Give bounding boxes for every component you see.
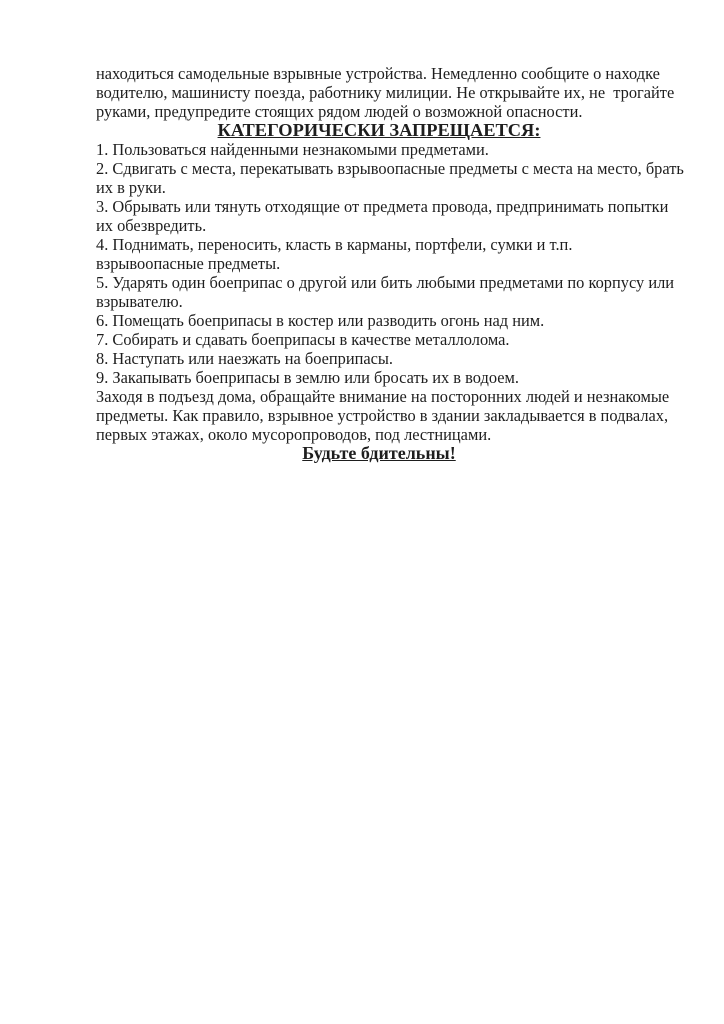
section-heading-row — [96, 121, 662, 140]
list-item-9 — [96, 368, 662, 387]
footer-warning-row — [96, 444, 662, 463]
list-item-line: их обезвредить. — [96, 216, 207, 235]
closing-line: Заходя в подъезд дома, обращайте внимание на посторонних людей и незнакомые — [96, 387, 670, 406]
footer-warning: Будьте бдительны! — [302, 443, 456, 463]
intro-line: руками, предупредите стоящих рядом людей о возможной опасности. — [96, 102, 583, 121]
list-item-line: 5. Ударять один боеприпас о другой или бить любыми предметами по корпусу или — [96, 273, 675, 292]
intro-line: находиться самодельные взрывные устройства. Немедленно сообщите о находке — [96, 64, 660, 83]
section-heading: КАТЕГОРИЧЕСКИ ЗАПРЕЩАЕТСЯ: — [217, 120, 541, 140]
list-item-line: 2. Сдвигать с места, перекатывать взрывоопасные предметы с места на место, брать — [96, 159, 684, 178]
list-item-line: 9. Закапывать боеприпасы в землю или бросать их в водоем. — [96, 368, 519, 387]
closing-paragraph — [96, 387, 670, 444]
list-item-line: взрывоопасные предметы. — [96, 254, 281, 273]
list-item-line: их в руки. — [96, 178, 166, 197]
list-item-line: 1. Пользоваться найденными незнакомыми предметами. — [96, 140, 489, 159]
prohibited-list — [96, 140, 684, 387]
list-item-3 — [96, 197, 669, 235]
closing-line: первых этажах, около мусоропроводов, под лестницами. — [96, 425, 492, 444]
document-content — [96, 64, 684, 463]
list-item-4 — [96, 235, 662, 273]
list-item-1 — [96, 140, 662, 159]
list-item-line: 6. Помещать боеприпасы в костер или разводить огонь над ним. — [96, 311, 545, 330]
intro-paragraph — [96, 64, 675, 121]
list-item-8 — [96, 349, 662, 368]
list-item-line: 3. Обрывать или тянуть отходящие от предмета провода, предпринимать попытки — [96, 197, 669, 216]
list-item-line: взрывателю. — [96, 292, 183, 311]
intro-line: водителю, машинисту поезда, работнику милиции. Не открывайте их, не трогайте — [96, 83, 675, 102]
list-item-line: 4. Поднимать, переносить, класть в карманы, портфели, сумки и т.п. — [96, 235, 573, 254]
list-item-6 — [96, 311, 662, 330]
list-item-line: 8. Наступать или наезжать на боеприпасы. — [96, 349, 394, 368]
list-item-2 — [96, 159, 684, 197]
list-item-5 — [96, 273, 675, 311]
list-item-line: 7. Собирать и сдавать боеприпасы в качестве металлолома. — [96, 330, 510, 349]
list-item-7 — [96, 330, 662, 349]
closing-line: предметы. Как правило, взрывное устройство в здании закладывается в подвалах, — [96, 406, 669, 425]
